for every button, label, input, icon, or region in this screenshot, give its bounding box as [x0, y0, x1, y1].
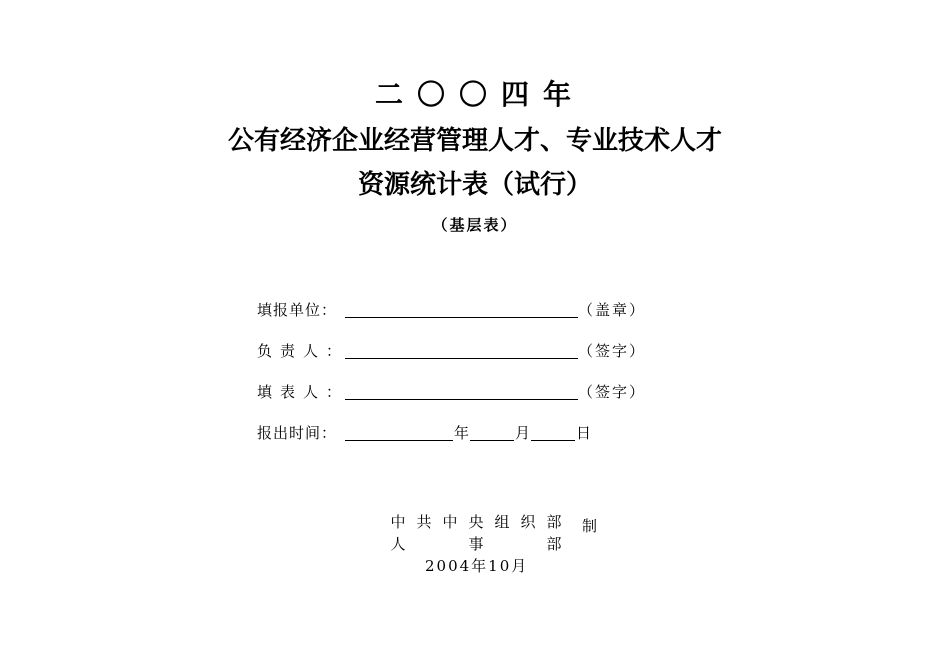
org1-char: 部	[546, 513, 562, 531]
month-unit: 月	[515, 424, 531, 442]
org-line-1	[385, 511, 567, 533]
year-unit: 年	[454, 424, 470, 442]
org1-char: 共	[416, 513, 432, 531]
issue-date: 2004年10月	[425, 557, 529, 575]
report-time-row	[257, 421, 592, 443]
org1-char: 央	[468, 513, 484, 531]
subtitle: （基层表）	[432, 216, 518, 234]
org1-char: 织	[520, 513, 536, 531]
fill-unit-field[interactable]	[345, 299, 578, 318]
made-by-label: 制	[582, 517, 598, 535]
report-month-field[interactable]	[470, 422, 514, 441]
org2-char: 事	[468, 535, 484, 553]
report-day-field[interactable]	[531, 422, 575, 441]
responsible-label: 负责人：	[257, 342, 350, 360]
filler-suffix: （签字）	[578, 383, 647, 401]
day-unit: 日	[576, 424, 592, 442]
org2-char: 人	[390, 535, 406, 553]
filler-row	[257, 380, 646, 402]
year-title: 二〇〇四年	[374, 78, 585, 111]
main-title-line2: 资源统计表（试行）	[357, 170, 592, 200]
filler-field[interactable]	[345, 381, 578, 400]
responsible-field[interactable]	[345, 340, 578, 359]
issuing-organizations	[385, 511, 567, 555]
org1-char: 中	[390, 513, 406, 531]
org-line-2	[385, 533, 567, 555]
fill-unit-row	[257, 298, 646, 320]
fill-unit-suffix: （盖章）	[578, 301, 647, 319]
main-title-line1: 公有经济企业经营管理人才、专业技术人才	[227, 126, 722, 156]
fill-unit-label: 填报单位：	[257, 301, 338, 319]
org1-char: 中	[442, 513, 458, 531]
responsible-suffix: （签字）	[578, 342, 647, 360]
report-year-field[interactable]	[345, 422, 453, 441]
filler-label: 填表人：	[257, 383, 350, 401]
org1-char: 组	[494, 513, 510, 531]
responsible-row	[257, 339, 646, 361]
report-time-label: 报出时间：	[257, 424, 338, 442]
org2-char: 部	[546, 535, 562, 553]
